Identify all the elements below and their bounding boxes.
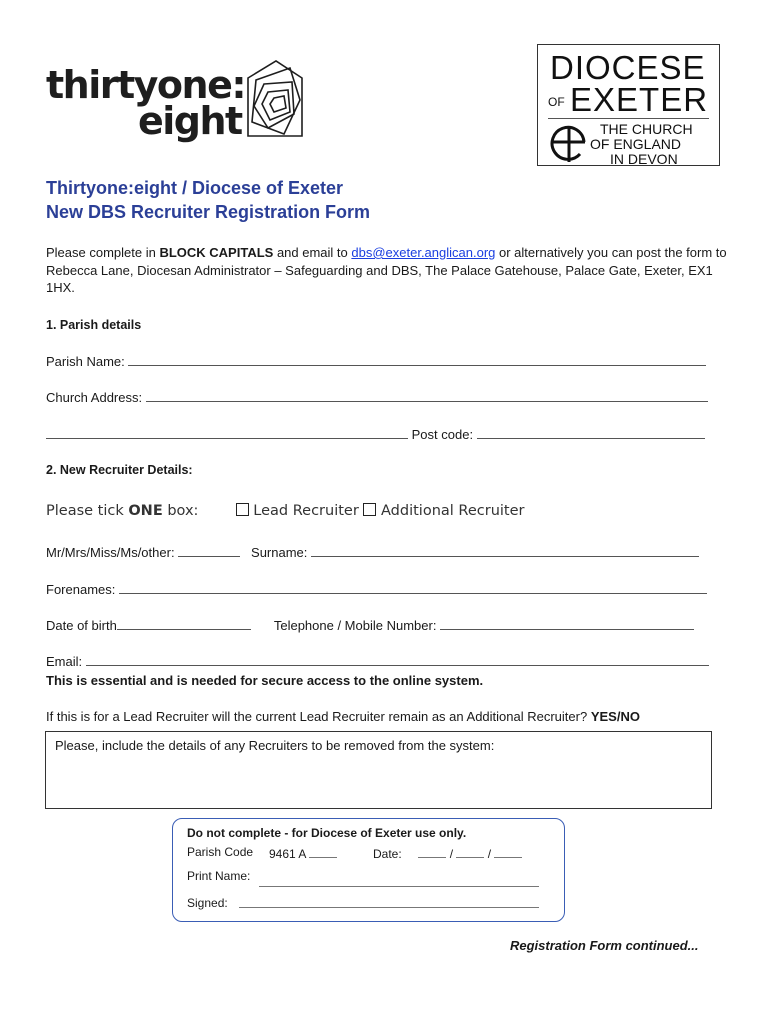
lead-question — [46, 709, 640, 724]
office-use-heading: Do not complete - for Diocese of Exeter use only. — [187, 826, 467, 840]
diocese-of-exeter-logo — [537, 44, 720, 166]
phone-input[interactable] — [440, 618, 694, 630]
thirtyone-eight-logo — [46, 58, 306, 148]
date-day-input[interactable] — [418, 848, 446, 858]
intro-text: and email to — [273, 245, 352, 260]
parish-name-input[interactable] — [128, 354, 706, 366]
post-code-label: Post code: — [411, 427, 474, 442]
intro-bold: BLOCK CAPITALS — [159, 245, 274, 260]
email-input[interactable] — [86, 654, 709, 666]
office-date-label: Date: — [373, 847, 402, 861]
tick-instruction-bold: ONE — [128, 503, 163, 519]
surname-input[interactable] — [311, 545, 699, 557]
page-title-line1: Thirtyone:eight / Diocese of Exeter — [46, 178, 344, 198]
recruiter-type-row — [46, 503, 524, 519]
dob-phone-field — [46, 618, 694, 633]
logo-divider — [548, 118, 709, 119]
church-of-england-icon — [550, 122, 588, 162]
intro-text: or alternatively you can post the form to Rebecca Lane, Diocesan Administrator – Safeguarding and DBS, The Palace Gatehouse, Palace Gate, Exeter, EX1 1HX. — [46, 245, 727, 295]
logo-text-eight: eight — [138, 99, 242, 143]
page-title-line2: New DBS Recruiter Registration Form — [46, 202, 371, 222]
office-use-box — [172, 818, 565, 922]
forenames-label: Forenames: — [46, 582, 116, 597]
parish-code-input[interactable] — [309, 848, 337, 858]
logo-text-church3: IN DEVON — [610, 151, 678, 167]
removal-prompt: Please, include the details of any Recruiters to be removed from the system: — [55, 738, 495, 753]
logo-text-exeter: EXETER — [570, 81, 709, 118]
email-note: This is essential and is needed for secure access to the online system. — [46, 673, 484, 688]
office-date-field — [373, 847, 522, 861]
phone-label: Telephone / Mobile Number: — [273, 618, 437, 633]
date-month-input[interactable] — [456, 848, 484, 858]
parish-name-label: Parish Name: — [46, 354, 125, 369]
title-label: Mr/Mrs/Miss/Ms/other: — [46, 545, 175, 560]
church-address-field — [46, 390, 708, 405]
lead-recruiter-label: Lead Recruiter — [253, 503, 359, 519]
form-continued-note: Registration Form continued... — [510, 938, 699, 953]
additional-recruiter-checkbox[interactable] — [363, 503, 376, 516]
logo-text-church2: OF ENGLAND — [590, 136, 682, 152]
print-name-label: Print Name: — [187, 869, 251, 883]
surname-label: Surname: — [251, 545, 308, 560]
tick-instruction: Please tick — [46, 503, 129, 519]
forenames-field — [46, 582, 707, 597]
forenames-input[interactable] — [119, 582, 707, 594]
date-separator: / — [449, 847, 454, 861]
additional-recruiter-label: Additional Recruiter — [381, 503, 525, 519]
logo-text-thirtyone: thirtyone: — [46, 63, 246, 107]
dob-label: Date of birth — [46, 618, 117, 633]
signed-input[interactable] — [239, 898, 539, 908]
intro-text: Please complete in — [46, 245, 160, 260]
post-code-input[interactable] — [477, 427, 705, 439]
logo-text-diocese: DIOCESE — [550, 49, 706, 86]
dob-input[interactable] — [117, 618, 251, 630]
tick-instruction: box: — [162, 503, 199, 519]
lead-recruiter-checkbox[interactable] — [236, 503, 249, 516]
lead-question-answer[interactable]: YES/NO — [590, 709, 640, 724]
church-address-label: Church Address: — [46, 390, 143, 405]
email-field — [46, 654, 709, 669]
logo-text-of: OF — [548, 95, 565, 109]
parish-code-field — [269, 847, 337, 861]
title-input[interactable] — [178, 545, 240, 557]
recruiters-removal-box[interactable] — [45, 731, 712, 809]
church-address-line2-input[interactable] — [46, 427, 408, 439]
date-year-input[interactable] — [494, 848, 522, 858]
date-separator: / — [487, 847, 492, 861]
parish-code-label: Parish Code — [187, 845, 254, 859]
lead-question-text: If this is for a Lead Recruiter will the current Lead Recruiter remain as an Additional Recruiter? — [46, 709, 591, 724]
print-name-input[interactable] — [259, 877, 539, 887]
church-address-input[interactable] — [146, 390, 708, 402]
intro-paragraph — [46, 244, 736, 297]
email-link[interactable]: dbs@exeter.anglican.org — [351, 245, 496, 260]
rose-house-icon — [246, 60, 304, 138]
email-label: Email: — [46, 654, 83, 669]
title-surname-field — [46, 545, 699, 560]
logo-text-church1: THE CHURCH — [600, 121, 693, 137]
parish-name-field — [46, 354, 706, 369]
section-heading-parish: 1. Parish details — [46, 318, 142, 332]
address-postcode-field — [46, 427, 705, 442]
section-heading-recruiter: 2. New Recruiter Details: — [46, 463, 193, 477]
parish-code-value: 9461 A — [269, 847, 306, 861]
signed-label: Signed: — [187, 896, 228, 910]
